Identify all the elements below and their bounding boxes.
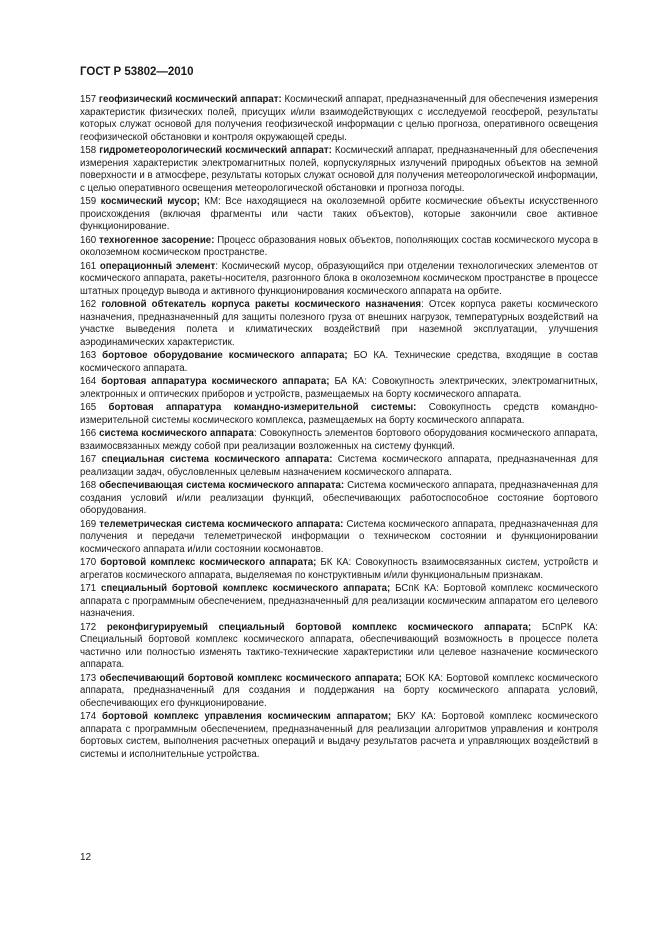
term-name: специальный бортовой комплекс космического аппарата; xyxy=(101,583,391,594)
document-header: ГОСТ Р 53802—2010 xyxy=(80,66,194,78)
term-name: бортовой комплекс управления космическим аппаратом; xyxy=(101,711,392,722)
term-number: 173 xyxy=(80,672,97,684)
term-name: головной обтекатель корпуса ракеты космического назначения xyxy=(101,299,422,310)
term-entry xyxy=(80,673,598,711)
page-number: 12 xyxy=(80,852,92,863)
term-name: бортовая аппаратура командно-измерительной системы: xyxy=(108,402,417,413)
term-name: специальная система космического аппарата: xyxy=(101,454,333,465)
term-entry xyxy=(80,480,598,518)
term-number: 168 xyxy=(80,480,97,491)
term-definition: : Совокупность элементов бортового оборудования космического аппарата, взаимосвязанных между собой при реализации возложенных на систему функций. xyxy=(80,428,598,452)
term-definition: Совокупность средств командно-измерительной системы космического комплекса, размещаемых на борту космического аппарата. xyxy=(80,402,598,426)
term-entry xyxy=(80,622,598,672)
term-number: 161 xyxy=(80,260,97,272)
term-number: 165 xyxy=(80,402,97,413)
term-entry xyxy=(80,376,598,401)
term-number: 167 xyxy=(80,454,97,465)
term-entry xyxy=(80,428,598,453)
term-definition: БА КА: Совокупность электрических, электромагнитных, электронных и оптических приборов и устройств, размещаемых на борту космического аппарата. xyxy=(80,376,598,400)
term-name: реконфигурируемый специальный бортовой комплекс космического аппарата; xyxy=(106,621,532,633)
term-entry xyxy=(80,145,598,195)
term-definition: БО КА. Технические средства, входящие в состав космического аппарата. xyxy=(80,350,599,374)
term-definition: : Космический мусор, образующийся при отделении технологических элементов от космического аппарата, ракеты-носителя, разгонного блока в околоземном космическом пространстве в процессе штатных процедур вывода и активного функционирования космического аппарата на орбите. xyxy=(80,260,598,297)
term-definition: Космический аппарат, предназначенный для обеспечения измерения характеристик физических полей, присущих и/или взаимодействующих с исследуемой геосферой, результаты которых служат основой для получения геофизической информации с целью прогноза, оперативного освещения геофизической обстановки и контроля окружающей среды. xyxy=(80,94,598,143)
term-number: 170 xyxy=(80,557,97,568)
term-name: геофизический космический аппарат: xyxy=(98,94,282,105)
term-definition: : Отсек корпуса ракеты космического назначения, предназначенный для защиты полезного груза от внешних нагрузок, температурных воздействий на участке выведения полета и климатических воздействий при наземной эксплуатации, улучшения аэродинамических характеристик. xyxy=(80,299,598,348)
terms-list xyxy=(80,94,598,762)
term-definition: БКУ КА: Бортовой комплекс космического аппарата с программным обеспечением, предназначенный для реализации алгоритмов управления и контроля бортовых систем, выполнения расчетных операций и выдачу результатов расчета и управляющих воздействий в системы и исполнительные устройства. xyxy=(80,711,598,760)
term-number: 162 xyxy=(80,299,97,310)
term-definition: БК КА: Совокупность взаимосвязанных систем, устройств и агрегатов космического аппарата, выделяемая по конструктивным и/или функциональным признакам. xyxy=(80,557,598,581)
term-entry xyxy=(80,583,598,621)
term-definition: БСпРК КА: Специальный бортовой комплекс космического аппарата, обеспечивающий возможность в процессе полета частично или полностью изменять тактико-технические характеристики или целевое назначение космического аппарата. xyxy=(80,621,598,670)
term-definition: Процесс образования новых объектов, пополняющих состав космического мусора в околоземном космическом пространстве. xyxy=(80,234,598,258)
term-name: бортовое оборудование космического аппарата; xyxy=(102,350,348,361)
term-entry xyxy=(80,350,598,375)
term-name: система космического аппарата xyxy=(99,428,254,439)
term-definition: Система космического аппарата, предназначенная для создания условий и/или реализации функций, обеспечивающих работоспособное состояние бортового оборудования. xyxy=(80,480,598,516)
term-name: телеметрическая система космического аппарата: xyxy=(99,518,344,530)
term-number: 171 xyxy=(80,583,97,594)
term-entry xyxy=(80,235,598,260)
term-definition: Система космического аппарата, предназначенная для получения и передачи телеметрической информации о техническом состоянии и функционировании космического аппарата и/или состоянии космонавтов. xyxy=(80,518,598,555)
term-name: операционный элемент xyxy=(99,260,216,272)
term-definition: КМ: Все находящиеся на околоземной орбите космические объекты искусственного происхождения (включая фрагменты или части таких объектов), которые закончили свое активное функционирование. xyxy=(80,196,598,232)
term-definition: Система космического аппарата, предназначенная для реализации задач, обусловленных целевым назначением космического аппарата. xyxy=(80,454,598,478)
term-number: 166 xyxy=(80,428,97,439)
term-entry xyxy=(80,454,598,479)
term-entry xyxy=(80,94,598,144)
term-definition: БСпК КА: Бортовой комплекс космического аппарата с программным обеспечением, предназначенный для реализации космическим аппаратом его целевого назначения. xyxy=(80,583,598,619)
term-number: 157 xyxy=(80,94,97,105)
term-name: техногенное засорение: xyxy=(98,234,215,246)
term-entry xyxy=(80,711,598,761)
term-name: космический мусор; xyxy=(100,196,200,207)
term-number: 169 xyxy=(80,518,97,530)
term-definition: Космический аппарат, предназначенный для обеспечения измерения характеристик электромагнитных полей, корпускулярных излучений природных объектов на земной поверхности и в атмосфере, результаты которых служат основой для получения метеорологической информации, с целью оперативного освещения метеорологической обстановки и прогноза погоды. xyxy=(80,145,598,194)
term-name: бортовая аппаратура космического аппарата; xyxy=(101,376,330,387)
term-number: 158 xyxy=(80,145,97,156)
term-name: обеспечивающая система космического аппарата: xyxy=(99,480,345,491)
term-name: гидрометеорологический космический аппарат: xyxy=(99,145,332,156)
term-entry xyxy=(80,402,598,427)
term-entry xyxy=(80,557,598,582)
term-name: обеспечивающий бортовой комплекс космического аппарата; xyxy=(99,672,402,684)
term-entry xyxy=(80,261,598,299)
term-definition: БОК КА: Бортовой комплекс космического аппарата, предназначенный для создания и поддержания на борту космического аппарата условий, обеспечивающих его функционирование. xyxy=(80,672,598,709)
term-number: 174 xyxy=(80,711,97,722)
term-entry xyxy=(80,519,598,557)
term-entry xyxy=(80,299,598,349)
term-number: 164 xyxy=(80,376,97,387)
term-entry xyxy=(80,196,598,234)
term-number: 160 xyxy=(80,234,97,246)
term-number: 159 xyxy=(80,196,97,207)
term-name: бортовой комплекс космического аппарата; xyxy=(100,557,317,568)
term-number: 163 xyxy=(80,350,97,361)
term-number: 172 xyxy=(80,621,97,633)
